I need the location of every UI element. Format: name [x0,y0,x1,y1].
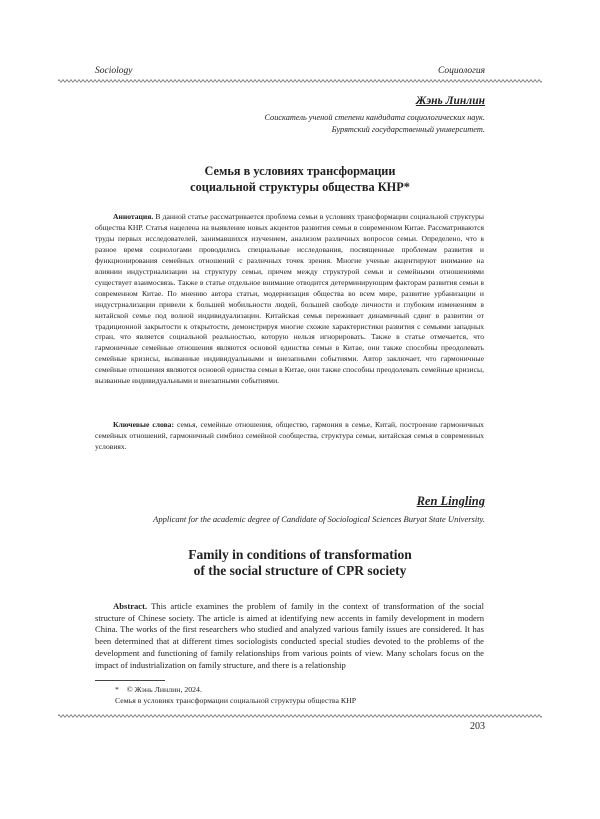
running-header-left: Sociology [95,66,132,76]
article-title-en [0,547,600,579]
abstract-text: В данной статье рассматривается проблема семьи в условиях трансформации социальной структуры общества КНР. Статья нацелена на выявление новых акцентов развития семьи в современном Китае. Рассматриваются труды первых исследователей, занимавшихся изучением, анализом различных вопросов семьи. Определено, что в разное время социологами проводились специальные исследования, посвященные проблемам развития и функционирования семейных отношений с различных точек зрения. Многие ученые акцентируют внимание на влиянии индустриализации на структуру семьи, причем между структурой семьи и семейными отношениями существует взаимосвязь. Также в статье отдельное внимание отводится детерминирующим факторам развития семьи в современном Китае. По мнению автора статьи, модернизация общества во всем мире, развитие урбанизации и индустриализации привели к большей мобильности людей, большей свободе личности и глубоким изменениям в китайской семье под волной индивидуализации. Китайская семья переживает динамичный сдвиг в развитии от традиционной закрытости к открытости, демонстрируя многие схожие характеристики развития с семьями западных стран, что является социальной реальностью, которую нельзя игнорировать. Также в статье отмечается, что гармоничные семейные отношения являются основой единства семьи в Китае, они также способны преодолевать семейные кризисы, вызванные индивидуальными и внезапными событиями. Автор заключает, что гармоничные семейные отношения являются основой единства семьи в Китае, они также способны преодолевать семейные кризисы, вызванные индивидуальными и внезапными событиями. [95,212,484,385]
title-line: Family in conditions of transformation [0,547,600,563]
abstract-label: Abstract. [113,601,147,611]
footnote-title: Семья в условиях трансформации социальной структуры общества КНР [115,695,356,706]
abstract-label: Аннотация. [113,212,153,221]
header-wave-divider [58,78,542,84]
author-affiliation-ru [264,112,485,136]
author-name-ru: Жэнь Линлин [416,95,485,107]
footnote-copyright: © Жэнь Линлин, 2024. [127,685,202,694]
affiliation-line: Соискатель ученой степени кандидата социологических наук. [264,112,485,124]
abstract-en [95,601,484,671]
author-affiliation-en: Applicant for the academic degree of Candidate of Sociological Sciences Buryat State University. [153,513,485,525]
article-title-ru [0,164,600,195]
footnote-rule [95,680,165,681]
keywords-text: семья, семейные отношения, общество, гармония в семье, Китай, построение гармоничных семейных отношений, гармоничный симбиоз семейной сообщества, структура семьи, китайская семья в современных условиях. [95,420,484,451]
abstract-ru [95,212,484,387]
page-number: 203 [470,721,485,732]
affiliation-line: Бурятский государственный университет. [264,124,485,136]
abstract-text: This article examines the problem of family in the context of transformation of the social structure of Chinese society. The article is aimed at identifying new accents in family development in modern China. The works of the first researchers who studied and analyzed various family issues are considered. It has been determined that at different times sociologists conducted special studies devoted to the problems of the development and functioning of family relationships from various points of view. Many scholars focus on the impact of industrialization on family structure, and there is a relationship [95,601,484,670]
running-header-right: Социология [438,66,485,76]
author-name-en: Ren Lingling [417,494,485,509]
footnote [115,684,356,706]
keywords-label: Ключевые слова: [113,420,174,429]
footer-wave-divider [58,713,542,719]
keywords-ru [95,420,484,453]
title-line: of the social structure of CPR society [0,563,600,579]
title-line: Семья в условиях трансформации [0,164,600,180]
footnote-mark: * [115,685,119,694]
footnote-line-1 [115,684,356,695]
title-line: социальной структуры общества КНР* [0,180,600,196]
